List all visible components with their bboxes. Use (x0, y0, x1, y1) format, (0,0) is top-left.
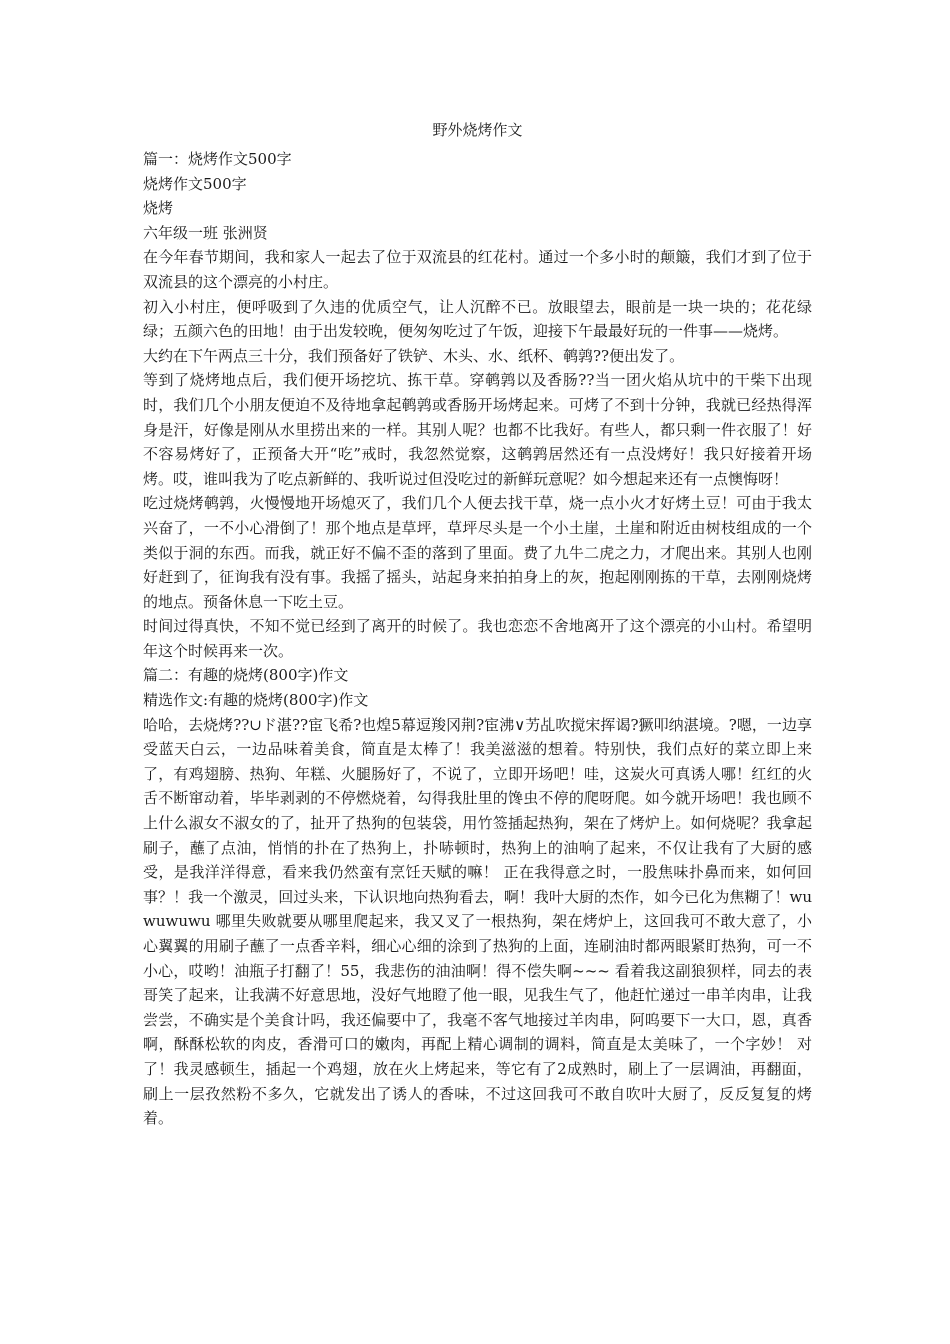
paragraph: 大约在下午两点三十分，我们预备好了铁铲、木头、水、纸杯、鹌鹑??便出发了。 (143, 346, 685, 365)
paragraph: 初入小村庄，便呼吸到了久违的优质空气，让人沉醉不已。放眼望去，眼前是一块一块的；花花绿绿；五颜六色的田地！由于出发较晚，便匆匆吃过了午饭，迎接下午最最好玩的一件事——烧烤。 (143, 297, 812, 341)
paragraph: 六年级一班 张洲贤 (143, 223, 268, 242)
paragraph: 在今年春节期间，我和家人一起去了位于双流县的红花村。通过一个多小时的颠簸，我们才到了位于双流县的这个漂亮的小村庄。 (143, 248, 812, 291)
paragraph: 精选作文:有趣的烧烤(800字)作文 (143, 691, 369, 710)
paragraph: 等到了烧烤地点后，我们便开场挖坑、拣干草。穿鹌鹑以及香肠??当一团火焰从坑中的干柴下出现时，我们几个小朋友便迫不及待地拿起鹌鹑或香肠开场烤起来。可烤了不到十分钟，我就已经热得浑身是汗，好像是刚从水里捞出来的一样。其别人呢？也都不比我好。有些人，都只剩一件衣服了！好不容易烤好了，正预备大开“吃”戒时，我忽然觉察，这鹌鹑居然还有一点没烤好！我只好接着开场烤。哎，谁叫我为了吃点新鲜的、我听说过但没吃过的新鲜玩意呢？如今想起来还有一点懊悔呀！ (143, 371, 812, 488)
paragraph: 篇一：烧烤作文500字 (143, 150, 292, 168)
paragraph: 时间过得真快，不知不觉已经到了离开的时候了。我也恋恋不舍地离开了这个漂亮的小山村。希望明年这个时候再来一次。 (143, 617, 812, 660)
document-body (143, 147, 812, 1131)
paragraph: 烧烤作文500字 (143, 174, 247, 193)
section-heading: 篇二：有趣的烧烤(800字)作文 (143, 666, 349, 685)
document-title: 野外烧烤作文 (432, 121, 523, 139)
paragraph: 哈哈，去烧烤??∪ド湛??宦飞希?也煌5幕逗羧冈荆?宦沸∨艻乩吹搅宋挥谒?獗叩纳湛境。?嗯，一边享受蓝天白云，一边品味着美食，简直是太棒了！我美滋滋的想着。特别快，我们点好的菜立即上来了，有鸡翅膀、热狗、年糕、火腿肠好了，不说了，立即开场吧！哇，这炭火可真诱人哪！红红的火舌不断窜动着，毕毕剥剥的不停燃烧着，勾得我肚里的馋虫不停的爬呀爬。如今就开场吧！我也顾不上什么淑女不淑女的了，扯开了热狗的包装袋，用竹签插起热狗，架在了烤炉上。如何烧呢？我拿起刷子，蘸了点油，悄悄的扑在了热狗上，扑哧顿时，热狗上的油响了起来，不仅让我有了大厨的感受，是我洋洋得意，看来我仍然蛮有烹饪天赋的嘛！ 正在我得意之时，一股焦味扑鼻而来，如何回事？！我一个激灵，回过头来，下认识地向热狗看去，啊！我叶大厨的杰作，如今已化为焦糊了！wuwuwuwu 哪里失败就要从哪里爬起来，我又叉了一根热狗，架在烤炉上，这回我可不敢大意了，小心翼翼的用刷子蘸了一点香辛料，细心心细的涂到了热狗的上面，连刷油时都两眼紧盯热狗，可一不小心，哎哟！油瓶子打翻了！55，我悲伤的油油啊！得不偿失啊~~~ 看着我这副狼狈样，同去的表哥笑了起来，让我满不好意思地，没好气地瞪了他一眼，见我生气了，他赶忙递过一串羊肉串，让我尝尝，不确实是个美食计吗，我还偏要中了，我毫不客气地接过羊肉串，阿呜要下一大口，恩，真香啊，酥酥松软的肉皮，香滑可口的嫩肉，再配上精心调制的调料，简直是太美味了，一个字妙！ 对了！我灵感顿生，插起一个鸡翅，放在火上烤起来，等它有了2成熟时，刷上了一层调油，再翻面，刷上一层孜然粉不多久，它就发出了诱人的香味，不过这回我可不敢自吹叶大厨了，反反复复的烤着。 (143, 715, 812, 1128)
paragraph: 吃过烧烤鹌鹑，火慢慢地开场熄灭了，我们几个人便去找干草，烧一点小火才好烤土豆！可由于我太兴奋了，一不小心滑倒了！那个地点是草坪，草坪尽头是一个小土崖，土崖和附近由树枝组成的一个类似于洞的东西。而我，就正好不偏不歪的落到了里面。费了九牛二虎之力，才爬出来。其别人也刚好赶到了，征询我有没有事。我摇了摇头，站起身来拍拍身上的灰，抱起刚刚拣的干草，去刚刚烧烤的地点。预备休息一下吃土豆。 (143, 494, 812, 611)
paragraph: 烧烤 (143, 199, 174, 218)
